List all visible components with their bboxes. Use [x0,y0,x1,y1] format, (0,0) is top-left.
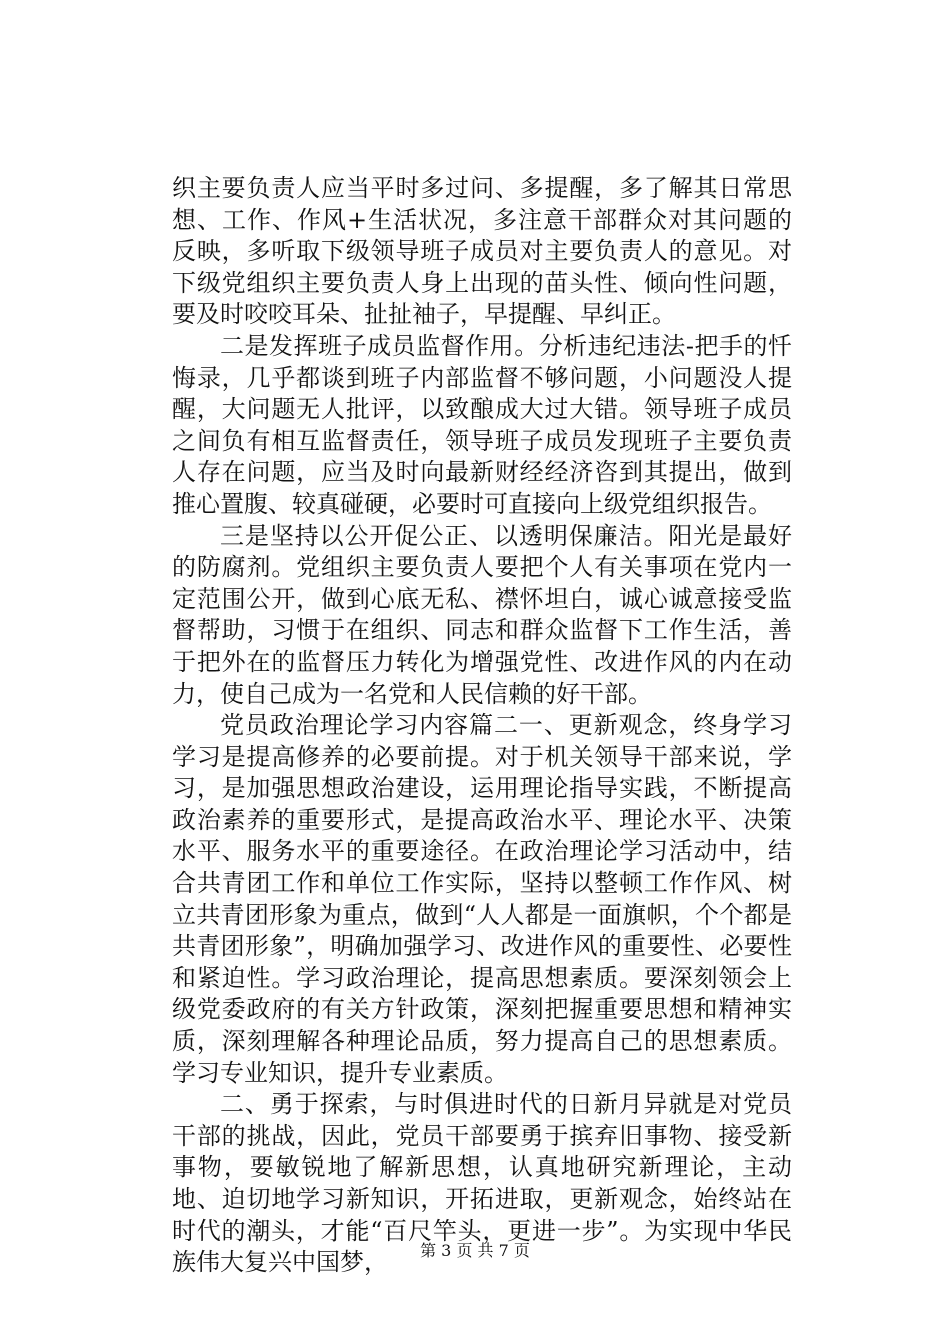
page-number-footer: 第 3 页 共 7 页 [420,1241,530,1260]
paragraph-4: 党员政治理论学习内容篇二一、更新观念，终身学习学习是提高修养的必要前提。对于机关领导干部来说，学习，是加强思想政治建设，运用理论指导实践，不断提高政治素养的重要形式，是提高政治水平、理论水平、决策水平、服务水平的重要途径。在政治理论学习活动中，结合共青团工作和单位工作实际，坚持以整顿工作作风、树立共青团形象为重点，做到“人人都是一面旗帜，个个都是共青团形象”，明确加强学习、改进作风的重要性、必要性和紧迫性。学习政治理论，提高思想素质。要深刻领会上级党委政府的有关方针政策，深刻把握重要思想和精神实质，深刻理解各种理论品质，努力提高自己的思想素质。学习专业知识，提升专业素质。 [172,711,792,1087]
document-body [172,173,792,1279]
paragraph-1: 织主要负责人应当平时多过问、多提醒，多了解其日常思想、工作、作风+生活状况，多注意干部群众对其问题的反映，多听取下级领导班子成员对主要负责人的意见。对下级党组织主要负责人身上出现的苗头性、倾向性问题，要及时咬咬耳朵、扯扯袖子，早提醒、早纠正。 [172,174,792,329]
paragraph-5: 二、勇于探索，与时俱进时代的日新月异就是对党员干部的挑战，因此，党员干部要勇于摈弃旧事物、接受新事物，要敏锐地了解新思想，认真地研究新理论，主动地、迫切地学习新知识，开拓进取，更新观念，始终站在时代的潮头，才能“百尺竿头，更进一步”。为实现中华民族伟大复兴中国梦， [172,1090,792,1277]
paragraph-3: 三是坚持以公开促公正、以透明保廉洁。阳光是最好的防腐剂。党组织主要负责人要把个人有关事项在党内一定范围公开，做到心底无私、襟怀坦白，诚心诚意接受监督帮助，习惯于在组织、同志和群众监督下工作生活，善于把外在的监督压力转化为增强党性、改进作风的内在动力，使自己成为一名党和人民信赖的好干部。 [172,521,792,708]
paragraph-2: 二是发挥班子成员监督作用。分析违纪违法-把手的忏悔录，几乎都谈到班子内部监督不够问题，小问题没人提醒，大问题无人批评，以致酿成大过大错。领导班子成员之间负有相互监督责任，领导班子成员发现班子主要负责人存在问题，应当及时向最新财经经济咨到其提出，做到推心置腹、较真碰硬，必要时可直接向上级党组织报告。 [172,331,792,518]
